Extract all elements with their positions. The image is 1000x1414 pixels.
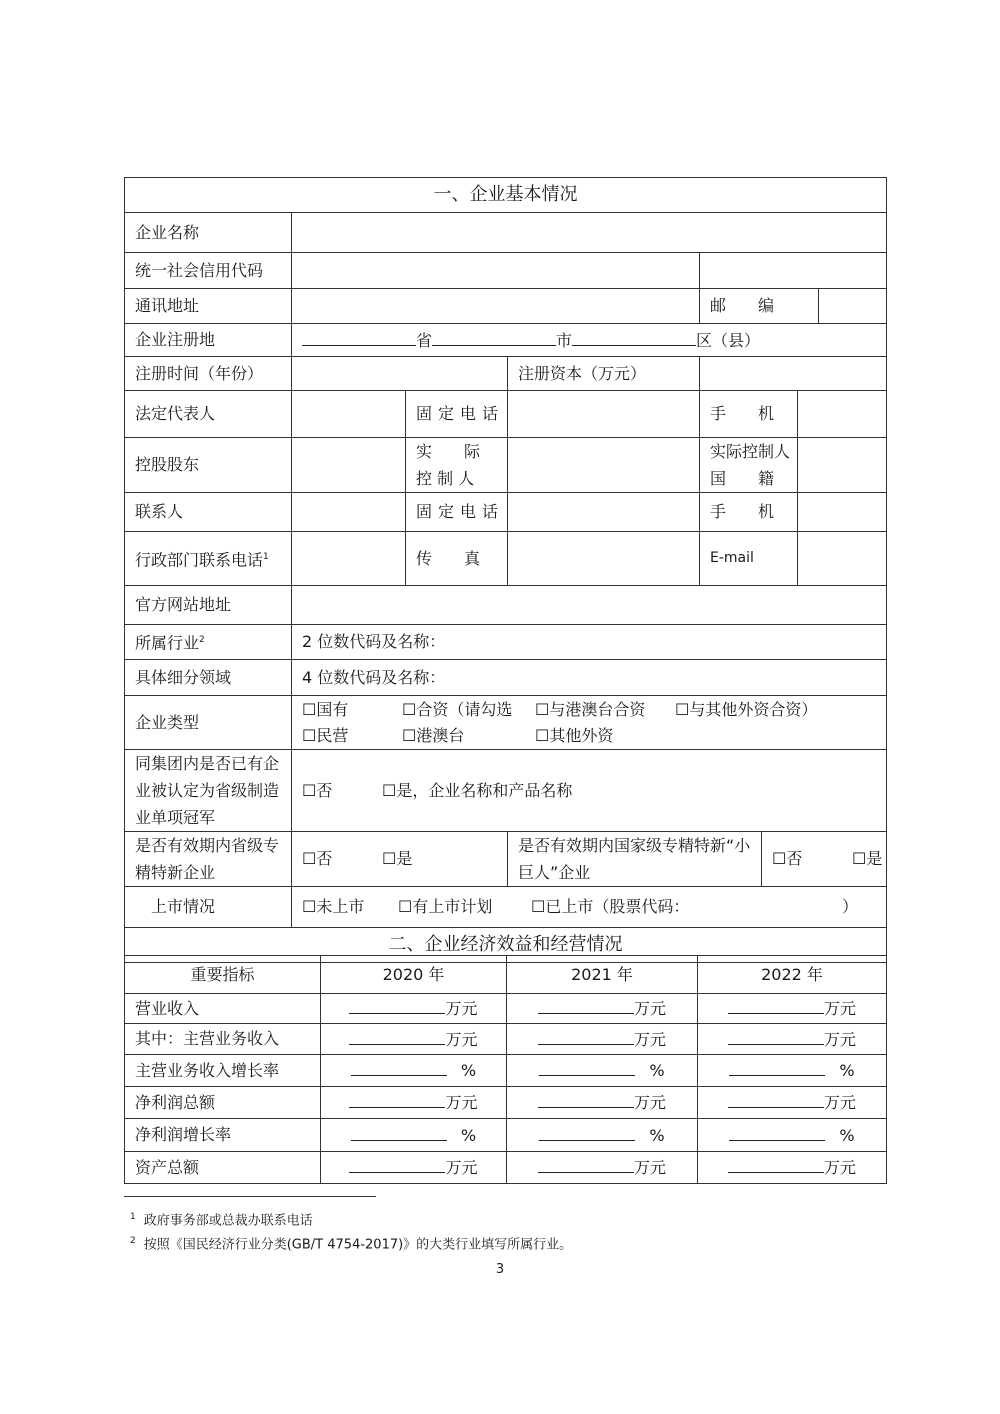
listing-label: 上市情况 (125, 887, 292, 928)
reg-place-field[interactable] (292, 324, 887, 357)
controller-nationality-line2: 国 籍 (710, 469, 775, 488)
value-blank[interactable] (729, 1122, 825, 1141)
subfield-code-field[interactable]: 4 位数代码及名称： (292, 660, 887, 696)
unit-label: 万元 (445, 999, 478, 1018)
value-blank[interactable] (349, 995, 445, 1014)
type-foreign-jv-checkbox[interactable]: ☐与其他外资合资） (675, 699, 818, 719)
address-label: 通讯地址 (125, 289, 292, 324)
actual-controller-label-line2: 控 制 人 (416, 469, 475, 488)
unit-label: 万元 (445, 1093, 478, 1112)
metric-value-cell (507, 1119, 698, 1152)
metric-value-cell (507, 1152, 698, 1184)
email-group (700, 532, 887, 586)
type-hkmt-jv-checkbox[interactable]: ☐与港澳台合资 (535, 699, 646, 719)
footnote-1-mark: 1 (130, 1212, 136, 1222)
unit-label: % (649, 1061, 665, 1080)
admin-phone-field[interactable] (292, 532, 406, 586)
header-2022: 2022 年 (698, 956, 887, 994)
metric-row (125, 1024, 887, 1055)
metric-label: 其中：主营业务收入 (125, 1024, 321, 1055)
group-champion-options (292, 750, 887, 832)
header-metric: 重要指标 (125, 956, 321, 994)
controller-nationality-line1: 实际控制人 (710, 442, 791, 461)
industry-label (125, 625, 292, 660)
credit-code-extra-field[interactable] (700, 253, 887, 289)
metric-value-cell (321, 1024, 507, 1055)
footnote-1-text: 政府事务部或总裁办联系电话 (143, 1213, 313, 1229)
ent-type-options (292, 696, 887, 750)
value-blank[interactable] (728, 1154, 824, 1173)
list-plan-checkbox[interactable]: ☐有上市计划 (398, 897, 493, 916)
metric-value-cell (321, 1055, 507, 1087)
fax-field[interactable] (508, 532, 700, 586)
unit-label: 万元 (823, 1029, 856, 1049)
prov-no-checkbox[interactable]: ☐否 (302, 849, 333, 868)
metric-row (125, 1152, 887, 1184)
unit-label: 万元 (633, 1029, 666, 1049)
prov-specialized-question: 是否有效期内省级专精特新企业 (125, 832, 292, 887)
value-blank[interactable] (538, 1089, 634, 1108)
metric-value-cell (698, 1119, 887, 1152)
district-blank[interactable] (572, 327, 696, 346)
admin-phone-label (125, 532, 292, 586)
metric-value-cell (507, 994, 698, 1024)
metric-value-cell (321, 1152, 507, 1184)
mobile-label: 手 机 (700, 391, 798, 437)
type-state-checkbox[interactable]: ☐国有 (302, 699, 349, 719)
actual-controller-field[interactable] (508, 438, 700, 493)
district-label: 区（县） (696, 330, 761, 350)
company-name-label: 企业名称 (125, 213, 292, 253)
application-form-table (124, 177, 887, 963)
controller-nationality-group (700, 438, 887, 493)
unit-label: % (460, 1061, 477, 1080)
subfield-label: 具体细分领域 (125, 660, 292, 696)
city-label: 市 (556, 330, 573, 350)
header-2020: 2020 年 (321, 956, 507, 994)
value-blank[interactable] (349, 1154, 445, 1173)
contact-label: 联系人 (125, 493, 292, 532)
metric-value-cell (698, 1055, 887, 1087)
industry-text: 所属行业 (135, 633, 200, 653)
unit-label: 万元 (823, 1158, 856, 1177)
value-blank[interactable] (349, 1026, 445, 1045)
listing-options (292, 887, 887, 928)
value-blank[interactable] (538, 1026, 634, 1045)
metric-row (125, 1119, 887, 1152)
metric-value-cell (321, 1087, 507, 1119)
website-field[interactable] (292, 586, 887, 625)
prov-yes-checkbox[interactable]: ☐是 (382, 849, 413, 868)
nat-yes-checkbox[interactable]: ☐是 (852, 849, 883, 868)
value-blank[interactable] (728, 1089, 824, 1108)
value-blank[interactable] (539, 1057, 635, 1076)
list-none-checkbox[interactable]: ☐未上市 (302, 897, 365, 916)
footnote-ref-1: 1 (263, 551, 269, 562)
type-private-checkbox[interactable]: ☐民营 (302, 725, 349, 745)
list-done-checkbox[interactable]: ☐已上市（股票代码： (531, 897, 690, 916)
company-name-field[interactable] (292, 213, 887, 253)
reg-year-field[interactable] (292, 357, 508, 391)
legal-rep-label: 法定代表人 (125, 391, 292, 438)
footnote-ref-2: 2 (199, 635, 205, 646)
metric-value-cell (698, 1152, 887, 1184)
controlling-holder-field[interactable] (292, 438, 406, 493)
footnote-2-mark: 2 (130, 1236, 136, 1247)
value-blank[interactable] (349, 1089, 445, 1108)
actual-controller-label-line1: 实 际 (416, 442, 481, 461)
footnote-2-text: 按照《国民经济行业分类(GB/T 4754-2017)》的大类行业填写所属行业。 (143, 1237, 573, 1253)
metric-value-cell (698, 994, 887, 1024)
metric-label: 主营业务收入增长率 (125, 1055, 321, 1087)
footnote-1 (130, 1207, 572, 1231)
section1-title: 一、企业基本情况 (125, 178, 887, 213)
list-close-paren: ） (841, 897, 858, 916)
metric-value-cell (507, 1055, 698, 1087)
contact-mobile-label: 手 机 (700, 493, 798, 531)
type-hkmt-checkbox[interactable]: ☐港澳台 (402, 725, 465, 745)
admin-phone-text: 行政部门联系电话 (135, 550, 264, 570)
footnote-divider (124, 1196, 376, 1197)
metric-value-cell (507, 1087, 698, 1119)
value-blank[interactable] (728, 995, 824, 1014)
value-blank[interactable] (351, 1122, 447, 1141)
mobile-group (700, 391, 887, 438)
header-2021: 2021 年 (507, 956, 698, 994)
landline-field[interactable] (508, 391, 700, 438)
landline-label: 固定电话 (406, 391, 508, 438)
metric-row (125, 994, 887, 1024)
website-label: 官方网站地址 (125, 586, 292, 625)
economic-table (124, 955, 887, 1184)
prov-specialized-options (292, 832, 508, 887)
unit-label: % (460, 1125, 477, 1145)
controlling-holder-label: 控股股东 (125, 438, 292, 493)
metric-value-cell (507, 1024, 698, 1055)
controller-nationality-label (700, 438, 798, 492)
province-blank[interactable] (302, 327, 416, 346)
national-giant-question: 是否有效期内国家级专精特新“小巨人”企业 (508, 832, 762, 887)
unit-label: 万元 (445, 1029, 478, 1049)
value-blank[interactable] (539, 1122, 635, 1141)
nat-no-checkbox[interactable]: ☐否 (772, 849, 803, 868)
credit-code-field[interactable] (292, 253, 700, 289)
contact-landline-field[interactable] (508, 493, 700, 532)
contact-landline-label: 固定电话 (406, 493, 508, 532)
contact-mobile-group (700, 493, 887, 532)
metric-label: 净利润增长率 (125, 1119, 321, 1152)
metric-label: 营业收入 (125, 994, 321, 1024)
metric-row (125, 1087, 887, 1119)
unit-label: % (839, 1061, 855, 1080)
unit-label: 万元 (633, 1158, 666, 1177)
group-yes-checkbox[interactable]: ☐是，企业名称和产品名称 (382, 780, 573, 800)
metric-value-cell (321, 994, 507, 1024)
reg-capital-label: 注册资本（万元） (508, 357, 700, 391)
group-no-checkbox[interactable]: ☐否 (302, 780, 333, 800)
city-blank[interactable] (432, 327, 556, 346)
contact-field[interactable] (292, 493, 406, 532)
metric-value-cell (321, 1119, 507, 1152)
postcode-label: 邮 编 (700, 289, 819, 323)
address-field[interactable] (292, 289, 700, 324)
credit-code-label: 统一社会信用代码 (125, 253, 292, 289)
group-champion-question: 同集团内是否已有企业被认定为省级制造业单项冠军 (125, 750, 292, 832)
legal-rep-field[interactable] (292, 391, 406, 438)
industry-code-field[interactable]: 2 位数代码及名称： (292, 625, 887, 660)
metric-value-cell (698, 1024, 887, 1055)
metric-value-cell (698, 1087, 887, 1119)
reg-capital-field[interactable] (700, 357, 887, 391)
email-label: E-mail (700, 532, 798, 585)
ent-type-label: 企业类型 (125, 696, 292, 750)
metric-label: 资产总额 (125, 1152, 321, 1184)
unit-label: 万元 (633, 1093, 666, 1112)
unit-label: % (839, 1125, 855, 1145)
national-giant-options (762, 832, 887, 887)
type-jv-checkbox[interactable]: ☐合资（请勾选 (402, 699, 513, 719)
type-foreign-checkbox[interactable]: ☐其他外资 (535, 725, 614, 745)
province-label: 省 (416, 330, 433, 350)
unit-label: % (649, 1125, 665, 1145)
unit-label: 万元 (823, 999, 856, 1018)
reg-place-label: 企业注册地 (125, 324, 292, 357)
value-blank[interactable] (351, 1057, 447, 1076)
value-blank[interactable] (538, 1154, 634, 1173)
metric-row (125, 1055, 887, 1087)
footnote-2 (130, 1231, 572, 1255)
actual-controller-label (406, 438, 508, 493)
postcode-group (700, 289, 887, 324)
unit-label: 万元 (823, 1093, 856, 1112)
value-blank[interactable] (729, 1057, 825, 1076)
unit-label: 万元 (445, 1158, 478, 1177)
reg-year-label: 注册时间（年份） (125, 357, 292, 391)
metric-label: 净利润总额 (125, 1087, 321, 1119)
unit-label: 万元 (633, 999, 666, 1018)
fax-label: 传 真 (406, 532, 508, 586)
page-number: 3 (495, 1262, 505, 1277)
footnotes (130, 1207, 572, 1256)
value-blank[interactable] (538, 995, 634, 1014)
section2-title: 二、企业经济效益和经营情况 (125, 928, 887, 963)
value-blank[interactable] (728, 1026, 824, 1045)
